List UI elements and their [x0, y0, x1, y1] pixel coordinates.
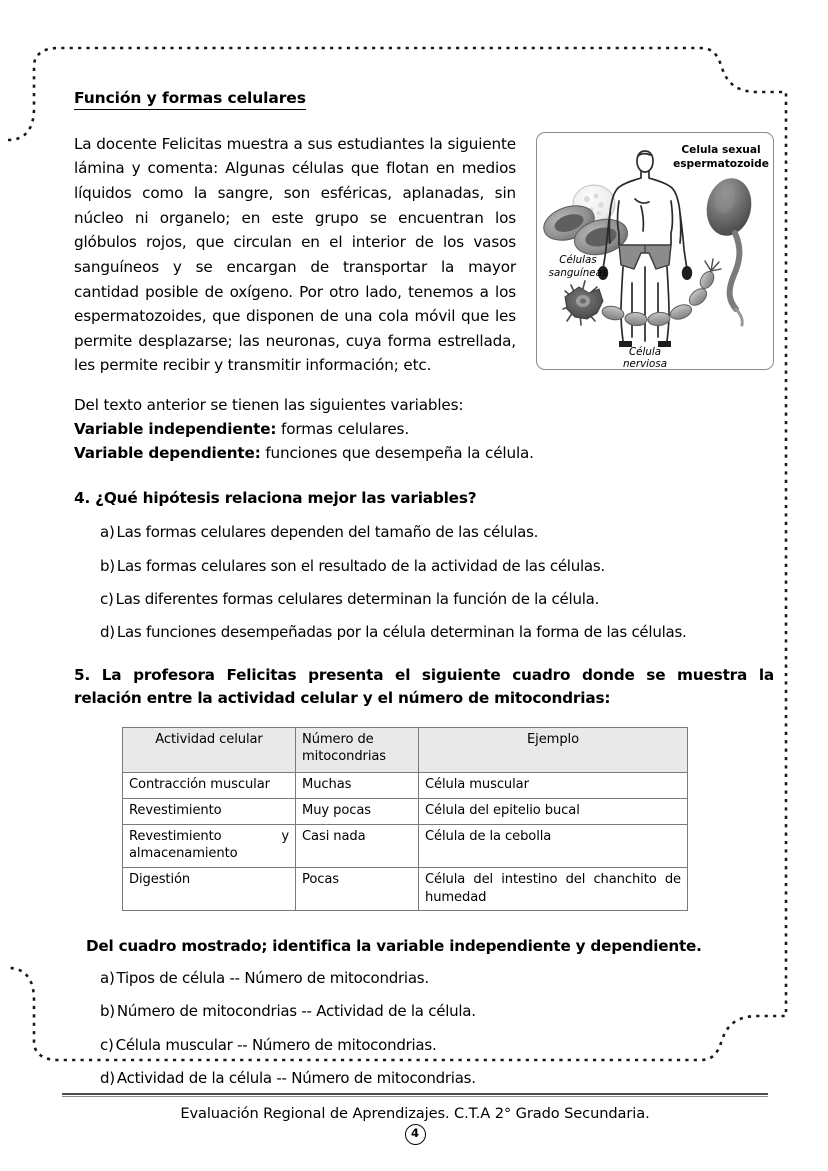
cell-ejemplo: Célula muscular — [419, 773, 688, 799]
option-4-b[interactable] — [100, 556, 774, 576]
label-nerve-cell-line2: nerviosa — [622, 357, 668, 369]
question-5-block — [74, 664, 774, 1088]
option-4-d-text: Las funciones desempeñadas por la célula determinan la forma de las células. — [116, 623, 687, 642]
cell-actividad: Revestimiento y almacenamiento — [123, 824, 296, 867]
cell-numero: Casi nada — [296, 824, 419, 867]
option-4-a-text: Las formas celulares dependen del tamaño de las células. — [116, 523, 539, 542]
th-ejemplo: Ejemplo — [419, 727, 688, 772]
question-4-options — [74, 522, 774, 642]
question-5-text: 5. La profesora Felicitas presenta el siguiente cuadro donde se muestra la relación entre la actividad celular y el número de mitocondrias: — [74, 666, 774, 707]
option-5-d-mark: d) — [100, 1068, 115, 1087]
variables-block — [74, 393, 774, 465]
label-blood-cells-line2: sanguíneas — [548, 266, 608, 279]
cell-ejemplo: Célula de la cebolla — [419, 824, 688, 867]
option-4-d[interactable] — [100, 622, 774, 642]
th-numero-line1: Número de — [302, 731, 374, 747]
table-body — [123, 773, 688, 911]
option-4-c[interactable] — [100, 589, 774, 609]
cell-numero: Muchas — [296, 773, 419, 799]
option-5-d-text: Actividad de la célula -- Número de mitocondrias. — [116, 1068, 476, 1087]
intro-paragraph: La docente Felicitas muestra a sus estudiantes la siguiente lámina y comenta: Algunas células que flotan en medios líquidos como la sangre, son esféricas, aplanadas, sin núcleo ni organelo; en este grupo se encuentran los glóbulos rojos, que circulan en el interior de los vasos sanguíneos y se encargan de transportar la mayor cantidad posible de oxígeno. Por otro lado, tenemos a los espermatozoides, que disponen de una cola móvil que les permite desplazarse; las neuronas, cuya forma estrellada, les permite recibir y transmitir información; etc. — [74, 134, 516, 375]
spermatozoid-illustration — [701, 174, 756, 325]
page-number-badge: 4 — [405, 1124, 426, 1145]
question-4-block — [74, 487, 774, 642]
page-title: Función y formas celulares — [74, 90, 306, 110]
label-nerve-cell-line1: Célula — [628, 345, 662, 358]
label-blood-cells-line1: Células — [559, 253, 597, 266]
variables-intro: Del texto anterior se tienen las siguientes variables: — [74, 396, 464, 415]
th-actividad-celular: Actividad celular — [123, 727, 296, 772]
option-4-c-text: Las diferentes formas celulares determinan la función de la célula. — [115, 589, 600, 608]
table-header-row — [123, 727, 688, 772]
cell-types-figure — [536, 132, 774, 370]
option-4-b-text: Las formas celulares son el resultado de la actividad de las células. — [116, 556, 605, 575]
option-4-a-mark: a) — [100, 523, 115, 542]
cell-numero: Muy pocas — [296, 798, 419, 824]
label-sexual-cell-line2: espermatozoide — [673, 157, 769, 170]
option-4-d-mark: d) — [100, 623, 115, 642]
variable-dependent-value: funciones que desempeña la célula. — [265, 444, 534, 463]
option-4-c-mark: c) — [100, 589, 114, 608]
mitochondria-table-wrapper — [122, 727, 688, 911]
option-5-c-mark: c) — [100, 1035, 114, 1054]
option-5-c[interactable] — [100, 1035, 774, 1055]
cell-ejemplo: Célula del epitelio bucal — [419, 798, 688, 824]
table-row — [123, 867, 688, 910]
footer-rule-bottom — [62, 1096, 768, 1097]
option-5-a[interactable] — [100, 968, 774, 988]
option-5-b-mark: b) — [100, 1002, 115, 1021]
option-5-b[interactable] — [100, 1001, 774, 1021]
footer-rule-top — [62, 1093, 768, 1095]
variable-independent-label: Variable independiente: — [74, 420, 277, 439]
table-row — [123, 798, 688, 824]
table-row — [123, 773, 688, 799]
table-row — [123, 824, 688, 867]
variable-independent-value: formas celulares. — [281, 420, 409, 439]
cell-actividad: Contracción muscular — [123, 773, 296, 799]
intro-section — [74, 132, 774, 465]
cell-actividad: Revestimiento — [123, 798, 296, 824]
option-4-b-mark: b) — [100, 556, 115, 575]
cell-types-illustration — [537, 133, 773, 369]
option-5-b-text: Número de mitocondrias -- Actividad de la célula. — [116, 1002, 476, 1021]
variable-independent-line — [74, 417, 774, 441]
footer-text: Evaluación Regional de Aprendizajes. C.T.A 2° Grado Secundaria. — [180, 1105, 650, 1122]
th-numero-line2: mitocondrias — [302, 749, 387, 765]
option-5-a-text: Tipos de célula -- Número de mitocondrias. — [116, 969, 429, 988]
variable-dependent-line — [74, 441, 774, 465]
cell-ejemplo: Célula del intestino del chanchito de humedad — [419, 867, 688, 910]
question-4-text: 4. ¿Qué hipótesis relaciona mejor las variables? — [74, 489, 477, 508]
mitochondria-table — [122, 727, 688, 911]
question-5-options — [74, 968, 774, 1088]
option-4-a[interactable] — [100, 522, 774, 542]
table-head — [123, 727, 688, 772]
cell-numero: Pocas — [296, 867, 419, 910]
variable-dependent-label: Variable dependiente: — [74, 444, 261, 463]
page-footer — [62, 1093, 768, 1145]
question-5-prompt: Del cuadro mostrado; identifica la variable independiente y dependiente. — [86, 937, 702, 956]
content-column — [74, 88, 774, 1088]
option-5-a-mark: a) — [100, 969, 115, 988]
cell-actividad: Digestión — [123, 867, 296, 910]
option-5-d[interactable] — [100, 1068, 774, 1088]
option-5-c-text: Célula muscular -- Número de mitocondrias. — [115, 1035, 437, 1054]
label-sexual-cell-line1: Celula sexual — [681, 143, 761, 156]
th-numero-mitocondrias — [296, 727, 419, 772]
